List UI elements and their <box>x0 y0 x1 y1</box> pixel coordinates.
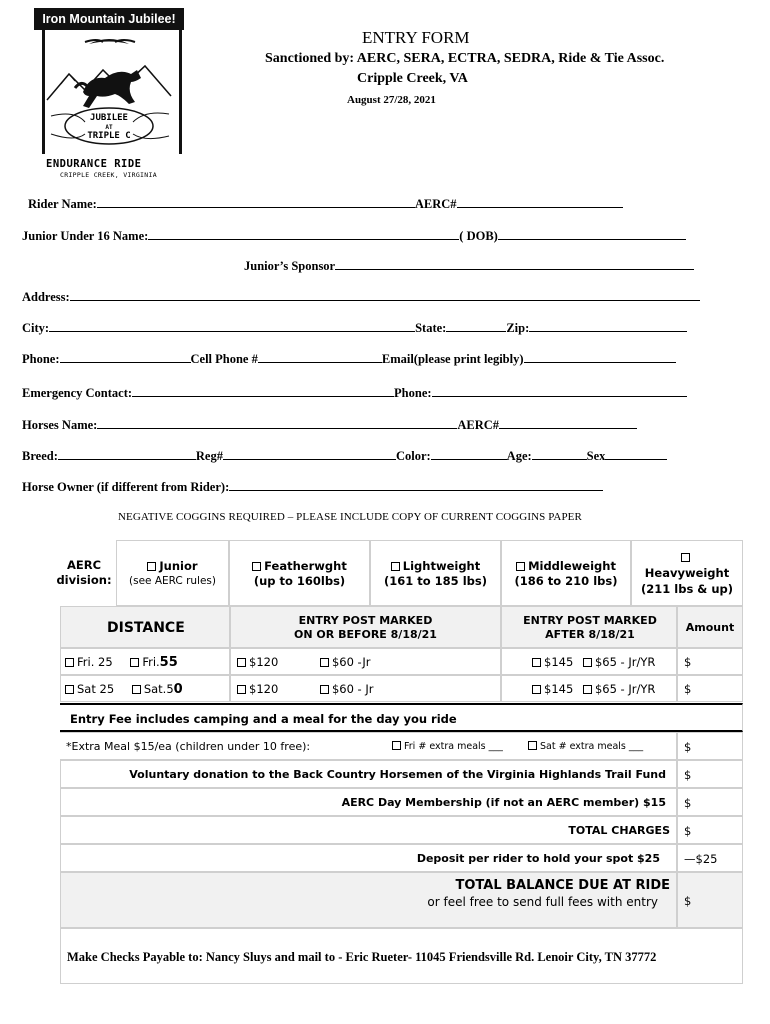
sat50-label: Sat.5 <box>143 682 174 696</box>
checks-cell <box>60 928 743 984</box>
after-header <box>502 614 678 642</box>
division-junior[interactable] <box>116 540 229 606</box>
junior-name-label: Junior Under 16 Name: <box>22 229 149 243</box>
fri55-checkbox[interactable] <box>130 658 139 667</box>
distance-header: DISTANCE <box>60 606 230 648</box>
sat-after-jr-checkbox[interactable] <box>583 685 592 694</box>
total-label: TOTAL CHARGES <box>60 816 677 844</box>
breed-row <box>22 449 667 464</box>
logo-ride-text: ENDURANCE RIDE <box>46 158 142 170</box>
owner-row <box>22 480 603 495</box>
city-label: City: <box>22 321 50 335</box>
fri-meals-label: Fri # extra meals ___ <box>404 741 503 752</box>
phone-row <box>22 352 676 367</box>
sat-amount[interactable]: $ <box>677 675 743 702</box>
cell-field[interactable] <box>258 352 382 363</box>
sat-before-jr-checkbox[interactable] <box>320 685 329 694</box>
heavyweight-checkbox[interactable] <box>681 553 690 562</box>
horse-aerc-label: AERC# <box>457 418 499 432</box>
sat-meals-label: Sat # extra meals ___ <box>540 741 644 752</box>
balance-cell <box>60 872 677 928</box>
email-label: Email(please print legibly) <box>381 352 524 366</box>
middleweight-division-sub: (186 to 210 lbs) <box>514 574 618 588</box>
breed-label: Breed: <box>22 449 58 463</box>
division-middleweight[interactable] <box>501 540 631 606</box>
middleweight-checkbox[interactable] <box>516 562 525 571</box>
age-label: Age: <box>506 449 532 463</box>
junior-division-name: Junior <box>159 559 198 573</box>
donation-amount[interactable]: $ <box>677 760 743 788</box>
sex-label: Sex <box>586 449 606 463</box>
balance-amount[interactable]: $ <box>677 872 743 928</box>
fee-after-fri <box>501 648 677 675</box>
before-header-line1: ENTRY POST MARKED <box>298 614 433 627</box>
rider-row <box>28 197 623 212</box>
fri25-checkbox[interactable] <box>65 658 74 667</box>
event-date: August 27/28, 2021 <box>347 94 436 106</box>
rider-aerc-label: AERC# <box>414 197 457 211</box>
zip-label: Zip: <box>506 321 530 335</box>
sat-after-adult-checkbox[interactable] <box>532 685 541 694</box>
sex-field[interactable] <box>605 449 667 460</box>
reg-label: Reg# <box>195 449 223 463</box>
sponsor-row <box>244 259 694 274</box>
fee-row-sat <box>60 675 230 702</box>
sat-after-adult: $145 <box>544 682 574 696</box>
address-field[interactable] <box>70 290 700 301</box>
logo-place-text: CRIPPLE CREEK, VIRGINIA <box>60 171 157 179</box>
after-header-cell <box>501 606 677 648</box>
middleweight-division-name: Middleweight <box>528 559 616 573</box>
amount-header: Amount <box>677 606 743 648</box>
address-row <box>22 290 700 305</box>
junior-division-sub: (see AERC rules) <box>129 575 216 587</box>
horse-name-label: Horses Name: <box>22 418 98 432</box>
address-label: Address: <box>22 290 70 304</box>
rider-name-label: Rider Name: <box>28 197 97 211</box>
junior-name-field[interactable] <box>148 229 459 240</box>
featherweight-division-sub: (up to 160lbs) <box>253 574 346 588</box>
emergency-field[interactable] <box>132 386 394 397</box>
fee-row-fri <box>60 648 230 675</box>
division-heavyweight[interactable] <box>631 540 743 606</box>
event-location: Cripple Creek, VA <box>357 71 468 86</box>
fri-before-adult-checkbox[interactable] <box>237 658 246 667</box>
fri-before-jr-checkbox[interactable] <box>320 658 329 667</box>
lightweight-division-name: Lightweight <box>402 559 481 573</box>
horse-name-field[interactable] <box>97 418 457 429</box>
extra-meal-row <box>60 732 677 760</box>
coggins-notice: NEGATIVE COGGINS REQUIRED – PLEASE INCLUDE COPY OF CURRENT COGGINS PAPER <box>118 511 582 523</box>
sanctioned-by: Sanctioned by: AERC, SERA, ECTRA, SEDRA, Ride & Tie Assoc. <box>265 51 665 66</box>
junior-checkbox[interactable] <box>147 562 156 571</box>
logo-badge-line1: JUBILEE <box>90 113 128 123</box>
sat-before-jr: $60 - Jr <box>331 682 374 696</box>
emergency-row <box>22 386 687 401</box>
sat-before-adult: $120 <box>249 682 279 696</box>
sat50-number: 0 <box>173 682 183 697</box>
reg-field[interactable] <box>223 449 396 460</box>
phone-label: Phone: <box>22 352 60 366</box>
after-header-line1: ENTRY POST MARKED <box>523 614 657 627</box>
color-label: Color: <box>395 449 431 463</box>
before-header <box>230 606 501 648</box>
checks-payable: Make Checks Payable to: Nancy Sluys and mail to - Eric Rueter- 11045 Friendsville Rd. Lenoir City, TN 37772 <box>67 950 657 964</box>
extra-meal-label: *Extra Meal $15/ea (children under 10 free): <box>66 740 311 753</box>
sat-meals-checkbox[interactable] <box>528 741 537 750</box>
owner-field[interactable] <box>229 480 603 491</box>
deposit-label: Deposit per rider to hold your spot $25 <box>60 844 677 872</box>
fri-before-jr: $60 -Jr <box>331 655 371 669</box>
balance-sub: or feel free to send full fees with entry <box>427 895 658 909</box>
color-field[interactable] <box>431 449 507 460</box>
extra-meal-amount[interactable]: $ <box>677 732 743 760</box>
state-label: State: <box>415 321 447 335</box>
emergency-label: Emergency Contact: <box>22 386 133 400</box>
state-field[interactable] <box>446 321 506 332</box>
logo-banner: Iron Mountain Jubilee! <box>34 8 184 30</box>
featherweight-division-name: Featherwght <box>264 559 347 573</box>
fri55-number: 55 <box>159 655 178 670</box>
fri25-label: Fri. 25 <box>77 655 113 669</box>
after-header-line2: AFTER 8/18/21 <box>545 628 635 641</box>
division-featherweight[interactable] <box>229 540 370 606</box>
emergency-phone-label: Phone: <box>394 386 432 400</box>
fri-after-jr: $65 - Jr/YR <box>594 655 656 669</box>
donation-label: Voluntary donation to the Back Country Horsemen of the Virginia Highlands Trail Fund <box>60 760 677 788</box>
junior-row <box>22 229 686 244</box>
dob-label: ( DOB) <box>459 229 498 243</box>
fri-before-adult: $120 <box>249 655 279 669</box>
age-field[interactable] <box>532 449 587 460</box>
sponsor-field[interactable] <box>335 259 694 270</box>
heavyweight-division-sub: (211 lbs & up) <box>641 582 733 596</box>
rider-name-field[interactable] <box>97 197 415 208</box>
fri-after-adult: $145 <box>544 655 574 669</box>
heavyweight-division-name: Heavyweight <box>644 566 730 580</box>
membership-amount[interactable]: $ <box>677 788 743 816</box>
fri-after-adult-checkbox[interactable] <box>532 658 541 667</box>
fri-meals-checkbox[interactable] <box>392 741 401 750</box>
horse-aerc-field[interactable] <box>499 418 637 429</box>
city-row <box>22 321 687 336</box>
dob-field[interactable] <box>498 229 686 240</box>
fee-before-fri <box>230 648 501 675</box>
sponsor-label: Junior’s Sponsor <box>244 259 336 273</box>
fri-after-jr-checkbox[interactable] <box>583 658 592 667</box>
division-lightweight[interactable] <box>370 540 501 606</box>
sat25-checkbox[interactable] <box>65 685 74 694</box>
logo-badge-line3: TRIPLE C <box>87 131 131 141</box>
rider-aerc-field[interactable] <box>457 197 623 208</box>
lightweight-division-sub: (161 to 185 lbs) <box>384 574 487 588</box>
sat50-checkbox[interactable] <box>132 685 141 694</box>
fee-after-sat <box>501 675 677 702</box>
sat-after-jr: $65 - Jr/YR <box>594 682 656 696</box>
zip-field[interactable] <box>529 321 687 332</box>
fee-before-sat <box>230 675 501 702</box>
email-field[interactable] <box>524 352 676 363</box>
form-title: ENTRY FORM <box>362 28 470 47</box>
logo-badge-line2: AT <box>105 124 113 131</box>
logo-frame <box>42 30 182 154</box>
fri55-label: Fri. <box>142 655 160 669</box>
cell-label: Cell Phone # <box>190 352 258 366</box>
fee-includes: Entry Fee includes camping and a meal for the day you ride <box>60 703 743 732</box>
horse-icon <box>45 30 173 154</box>
before-header-line2: ON OR BEFORE 8/18/21 <box>294 628 437 641</box>
featherweight-checkbox[interactable] <box>252 562 261 571</box>
lightweight-checkbox[interactable] <box>391 562 400 571</box>
balance-label: TOTAL BALANCE DUE AT RIDE <box>455 878 670 893</box>
emergency-phone-field[interactable] <box>432 386 687 397</box>
sat25-label: Sat 25 <box>77 682 115 696</box>
deposit-amount: —$25 <box>677 844 743 872</box>
division-label: AERC division: <box>56 558 112 587</box>
phone-field[interactable] <box>60 352 191 363</box>
event-logo <box>34 8 194 179</box>
fri-amount[interactable]: $ <box>677 648 743 675</box>
sat-before-adult-checkbox[interactable] <box>237 685 246 694</box>
horse-row <box>22 418 637 433</box>
city-field[interactable] <box>49 321 415 332</box>
owner-label: Horse Owner (if different from Rider): <box>22 480 230 494</box>
total-amount[interactable]: $ <box>677 816 743 844</box>
membership-label: AERC Day Membership (if not an AERC member) $15 <box>60 788 677 816</box>
breed-field[interactable] <box>58 449 196 460</box>
